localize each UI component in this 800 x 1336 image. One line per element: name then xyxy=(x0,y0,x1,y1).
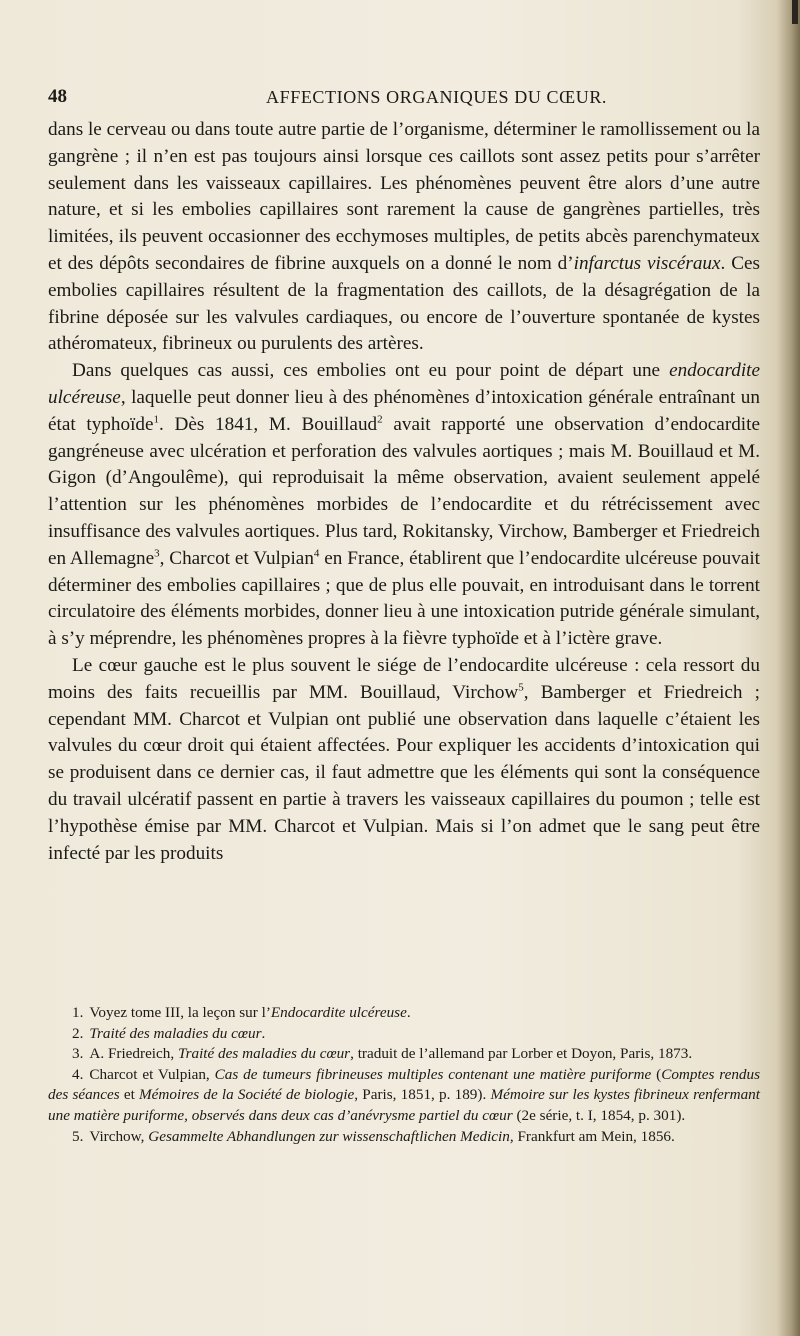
paragraph: Dans quelques cas aussi, ces embolies ont eu pour point de départ une endocardite ulcéreuse, laquelle peut donner lieu à des phénomènes d’intoxication générale entraînant un état typhoïde$^1$. Dès 1841, M. Bouillaud$^2$ avait rapporté une observation d’endocardite gangréneuse avec ulcération et perforation des valvules aortiques ; mais M. Bouillaud et M. Gigon (d’Angoulême), qui reproduisait la même observation, avaient seulement appelé l’attention sur les phénomènes morbides de l’endocardite et du rétrécissement avec insuffisance des valvules aortiques. Plus tard, Rokitansky, Virchow, Bamberger et Friedreich en Allemagne$^3$, Charcot et Vulpian$^4$ en France, établirent que l’endocardite ulcéreuse pouvait déterminer des embolies capillaires ; que de plus elle pouvait, en introduisant dans le torrent circulatoire des éléments morbides, donner lieu à une intoxication putride générale simulant, à s’y méprendre, les phénomènes propres à la fièvre typhoïde et à l’ictère grave. xyxy=(48,360,760,650)
page-number: 48 xyxy=(48,86,67,107)
footnote-ref: 1 xyxy=(153,413,160,426)
footnotes xyxy=(48,1003,760,1147)
paragraph: Le cœur gauche est le plus souvent le siége de l’endocardite ulcéreuse : cela ressort du moins des faits recueillis par MM. Bouillaud, Virchow$^5$, Bamberger et Friedreich ; cependant MM. Charcot et Vulpian ont publié une observation dans laquelle c’étaient les valvules du cœur droit qui étaient affectées. Pour expliquer les accidents d’intoxication qui se produisent dans ce dernier cas, il faut admettre que les éléments qui sont la conséquence du travail ulcératif passent en partie à travers les vaisseaux capillaires du poumon ; telle est l’hypothèse émise par MM. Charcot et Vulpian. Mais si l’on admet que le sang peut être infecté par les produits xyxy=(48,654,760,864)
footnote-ref: 2 xyxy=(377,413,383,426)
page-edge-shadow xyxy=(778,0,800,1336)
footnote: 4. Charcot et Vulpian, Cas de tumeurs fibrineuses multiples contenant une matière puriforme (Comptes rendus des séances et Mémoires de la Société de biologie, Paris, 1851, p. 189). Mémoire sur les kystes fibrineux renfermant une matière puriforme, observés dans deux cas d’anévrysme partiel du cœur (2e série, t. I, 1854, p. 301). xyxy=(48,1065,761,1124)
footnote: 5. Virchow, Gesammelte Abhandlungen zur wissenschaftlichen Medicin, Frankfurt am Mein, 1856. xyxy=(72,1127,675,1145)
running-head-title: AFFECTIONS ORGANIQUES DU CŒUR. xyxy=(266,87,608,107)
footnote-ref: 5 xyxy=(518,681,524,694)
main-text xyxy=(48,117,760,867)
footnote: 3. A. Friedreich, Traité des maladies du cœur, traduit de l’allemand par Lorber et Doyon, Paris, 1873. xyxy=(72,1045,693,1063)
footnote-ref: 4 xyxy=(313,547,320,560)
footnote: 2. Traité des maladies du cœur. xyxy=(72,1024,266,1042)
paragraph: dans le cerveau ou dans toute autre partie de l’organisme, déterminer le ramollissement ou la gangrène ; il n’en est pas toujours ainsi lorsque ces caillots sont assez petits pour s’arrêter seulement dans les vaisseaux capillaires. Les phénomènes peuvent être alors d’une autre nature, et si les embolies capillaires sont rarement la cause de gangrènes partielles, très limitées, ils peuvent occasionner des ecchymoses multiples, de petits abcès parenchymateux et des dépôts secondaires de fibrine auxquels on a donné le nom d’infarctus viscéraux. Ces embolies capillaires résultent de la fragmentation des caillots, de la désagrégation de la fibrine déposée sur les valvules cardiaques, ou encore de l’ouverture spontanée de kystes athéromateux, fibrineux ou purulents des artères. xyxy=(48,119,761,355)
running-header xyxy=(48,86,758,110)
page-edge-mark xyxy=(792,0,798,24)
italic-term: endocardite ulcéreuse xyxy=(48,360,760,408)
italic-term: infarctus viscéraux xyxy=(573,252,721,274)
footnote: 1. Voyez tome III, la leçon sur l’Endocardite ulcéreuse. xyxy=(72,1004,411,1021)
footnote-ref: 3 xyxy=(154,547,160,560)
